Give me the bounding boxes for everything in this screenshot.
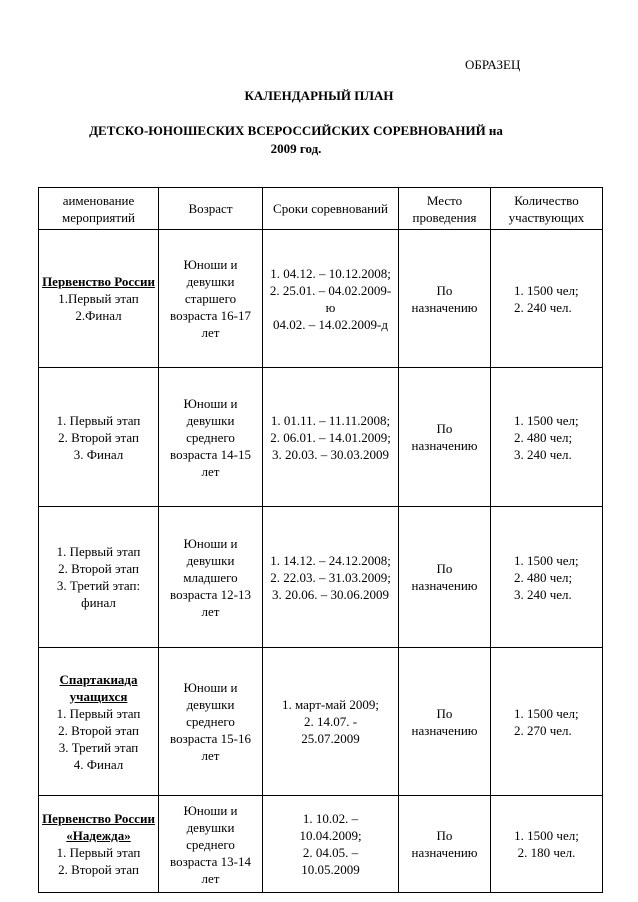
participant-count: 3. 240 чел.: [514, 446, 572, 462]
table-row: [39, 368, 603, 507]
date-range: 1. 04.12. – 10.12.2008;: [270, 265, 391, 281]
place-cell: По назначению: [399, 368, 491, 507]
participant-count: 2. 180 чел.: [517, 845, 576, 860]
participant-count: 2. 240 чел.: [514, 299, 572, 315]
event-stage: 1. Первый этап: [56, 544, 141, 559]
participant-count: 2. 480 чел;: [514, 569, 573, 585]
event-name-cell: [39, 796, 159, 893]
age-cell: Юноши и девушки старшего возраста 16-17 лет: [159, 230, 263, 368]
participant-count: 2. 480 чел;: [514, 429, 573, 445]
header-place: Место проведения: [399, 188, 491, 230]
event-stage: 2.Финал: [75, 308, 122, 323]
date-range: 2. 04.05. –: [302, 845, 359, 860]
document-subtitle: [36, 122, 556, 158]
event-stage: 1. Первый этап: [56, 705, 141, 721]
count-cell: [491, 796, 603, 893]
count-cell: [491, 648, 603, 796]
header-age: Возраст: [159, 188, 263, 230]
date-range: 2. 25.01. – 04.02.2009-ю: [269, 282, 392, 315]
event-stage: 2. Второй этап: [58, 429, 139, 445]
competition-plan-table: [38, 187, 603, 893]
event-name-cell: [39, 230, 159, 368]
age-cell: Юноши и девушки среднего возраста 15-16 лет: [159, 648, 263, 796]
subtitle-line-2: 2009 год.: [270, 141, 322, 156]
subtitle-line-1: ДЕТСКО-ЮНОШЕСКИХ ВСЕРОССИЙСКИХ СОРЕВНОВАНИЙ на: [89, 123, 503, 138]
date-range: 1. 14.12. – 24.12.2008;: [270, 552, 391, 568]
participant-count: 1. 1500 чел;: [514, 705, 579, 721]
dates-cell: [263, 230, 399, 368]
date-range: 3. 20.03. – 30.03.2009: [272, 446, 389, 462]
event-stage: 4. Финал: [73, 756, 124, 772]
dates-cell: [263, 507, 399, 648]
event-stage: 3. Третий этап:: [56, 578, 141, 593]
event-stage: 1. Первый этап: [56, 845, 141, 860]
event-stage: 1.Первый этап: [58, 291, 139, 306]
place-cell: По назначению: [399, 796, 491, 893]
date-range: 1. 01.11. – 11.11.2008;: [270, 412, 391, 428]
date-range: 04.02. – 14.02.2009-д: [273, 316, 388, 332]
event-name-cell: [39, 507, 159, 648]
header-count: Количество участвующих: [491, 188, 603, 230]
event-stage: 1. Первый этап: [56, 412, 141, 428]
header-dates: Сроки соревнований: [263, 188, 399, 230]
document-title: КАЛЕНДАРНЫЙ ПЛАН: [244, 88, 394, 103]
event-name-cell: [39, 648, 159, 796]
table-row: [39, 796, 603, 893]
date-range: 2. 06.01. – 14.01.2009;: [270, 429, 391, 445]
event-stage: 2. Второй этап: [58, 722, 139, 738]
participant-count: 2. 270 чел.: [514, 722, 572, 738]
date-range: 2. 14.07. -: [303, 714, 358, 729]
event-stage: 3. Третий этап: [58, 739, 139, 755]
event-name-cell: [39, 368, 159, 507]
table-header-row: [39, 188, 603, 230]
date-range: 1. 10.02. –: [302, 811, 359, 826]
date-range: 10.04.2009;: [299, 828, 362, 843]
sample-mark: ОБРАЗЕЦ: [465, 57, 521, 72]
table-row: [39, 230, 603, 368]
table-row: [39, 507, 603, 648]
event-stage: 2. Второй этап: [58, 862, 139, 877]
place-cell: По назначению: [399, 648, 491, 796]
event-title: Первенство России: [42, 274, 155, 289]
date-range: 3. 20.06. – 30.06.2009: [272, 586, 389, 602]
age-cell: Юноши и девушки среднего возраста 13-14 лет: [159, 796, 263, 893]
table-row: [39, 648, 603, 796]
event-stage: 3. Финал: [73, 446, 124, 462]
date-range: 1. март-май 2009;: [282, 697, 379, 712]
age-cell: Юноши и девушки младшего возраста 12-13 лет: [159, 507, 263, 648]
participant-count: 1. 1500 чел;: [514, 828, 579, 843]
dates-cell: [263, 368, 399, 507]
count-cell: [491, 507, 603, 648]
date-range: 25.07.2009: [301, 731, 360, 746]
participant-count: 1. 1500 чел;: [514, 412, 579, 428]
participant-count: 1. 1500 чел;: [514, 282, 579, 298]
dates-cell: [263, 796, 399, 893]
place-cell: По назначению: [399, 507, 491, 648]
event-stage: 2. Второй этап: [58, 561, 139, 576]
header-name: аименование мероприятий: [39, 188, 159, 230]
participant-count: 3. 240 чел.: [514, 586, 572, 602]
count-cell: [491, 368, 603, 507]
participant-count: 1. 1500 чел;: [514, 552, 579, 568]
count-cell: [491, 230, 603, 368]
place-cell: По назначению: [399, 230, 491, 368]
dates-cell: [263, 648, 399, 796]
event-title: Первенство России «Надежда»: [42, 811, 155, 843]
age-cell: Юноши и девушки среднего возраста 14-15 лет: [159, 368, 263, 507]
event-title: Спартакиада учащихся: [59, 671, 138, 704]
event-stage: финал: [81, 595, 116, 610]
date-range: 2. 22.03. – 31.03.2009;: [270, 569, 391, 585]
date-range: 10.05.2009: [301, 862, 360, 877]
